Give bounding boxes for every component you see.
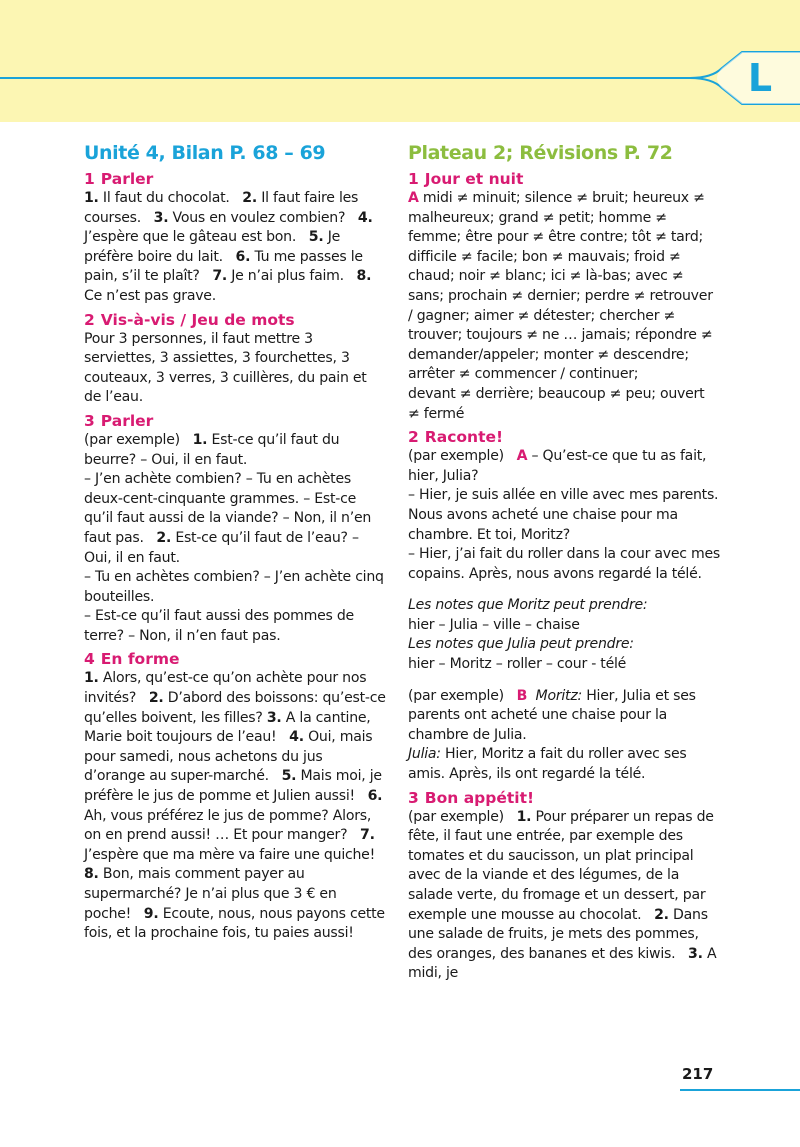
section-number: 2 xyxy=(84,310,95,329)
section-title: Vis-à-vis / Jeu de mots xyxy=(100,310,295,329)
section-title: En forme xyxy=(100,650,180,669)
section-text: (par exemple) 1. Est-ce qu’il faut du beurre? – Oui, il en faut. – J’en achète combien? – Tu en achètes deux-cent-cinquante grammes. – Est-ce qu’il faut aussi de la viande? – Non, il n’en faut pas. 2. Est-ce qu’il faut de l’eau? – Oui, il en faut. – Tu en achètes combien? – J’en achète cinq bouteilles. – Est-ce qu’il faut aussi des pommes de terre? – Non, il n’en faut pas. xyxy=(84,431,384,644)
section-text: (par exemple) B Moritz: Hier, Julia et ses parents ont acheté une chaise pour la chambre de Julia. Julia: Hier, Moritz a fait du roller avec ses amis. Après, ils ont regardé la télé. xyxy=(408,687,696,783)
unit-title-text: Plateau 2; Révisions xyxy=(408,142,618,164)
section-text: (par exemple) 1. Pour préparer un repas de fête, il faut une entrée, par exemple des tomates et du saucisson, un plat principal avec de la viande et des légumes, de la salade verte, du fromage et un dessert, par exemple une mousse au chocolat. 2. Dans une salade de fruits, je mets des pommes, des oranges, des bananes et des kiwis. 3. A midi, je xyxy=(408,808,717,982)
section-heading xyxy=(408,428,720,446)
unit-pages: P. 72 xyxy=(623,142,673,164)
chapter-letter: L xyxy=(747,56,773,100)
section-heading xyxy=(84,170,386,188)
section-heading xyxy=(84,412,386,430)
section-heading xyxy=(408,789,720,807)
left-column xyxy=(84,142,386,946)
section-title: Jour et nuit xyxy=(424,170,524,188)
right-column xyxy=(408,142,720,986)
section-number: 2 xyxy=(408,428,419,447)
section-title: Parler xyxy=(100,411,154,430)
section-number: 3 xyxy=(84,411,95,430)
section-title: Bon appétit! xyxy=(424,788,535,807)
page-number-rule xyxy=(680,1089,800,1091)
section-text: (par exemple) A – Qu’est-ce que tu as fait, hier, Julia? – Hier, je suis allée en ville avec mes parents. Nous avons acheté une chaise pour ma chambre. Et toi, Moritz? – Hier, j’ai fait du roller dans la cour avec mes copains. Après, nous avons regardé la télé. xyxy=(408,448,720,582)
section-text: A midi ≠ minuit; silence ≠ bruit; heureux ≠ malheureux; grand ≠ petit; homme ≠ femme; être pour ≠ être contre; tôt ≠ tard; difficile ≠ facile; bon ≠ mauvais; froid ≠ chaud; noir ≠ blanc; ici ≠ là-bas; avec ≠ sans; prochain ≠ dernier; perdre ≠ retrouver / gagner; aimer ≠ détester; chercher ≠ trouver; toujours ≠ ne … jamais; répondre ≠ demander/appeler; monter ≠ descendre; arrêter ≠ commencer / continuer; devant ≠ derrière; beaucoup ≠ peu; ouvert ≠ fermé xyxy=(408,190,713,422)
header-band xyxy=(0,0,800,122)
section-text: 1. Il faut du chocolat. 2. Il faut faire les courses. 3. Vous en voulez combien? 4. J’espère que le gâteau est bon. 5. Je préfère boire du lait. 6. Tu me passes le pain, s’il te plaît? 7. Je n’ai plus faim. 8. Ce n’est pas grave. xyxy=(84,190,373,304)
unit-title xyxy=(84,142,386,164)
section-text: Pour 3 personnes, il faut mettre 3 serviettes, 3 assiettes, 3 fourchettes, 3 couteaux, 3 verres, 3 cuillères, du pain et de l’eau. xyxy=(84,330,367,406)
section-title: Raconte! xyxy=(424,428,504,447)
page-number: 217 xyxy=(682,1065,714,1083)
unit-pages: P. 68 – 69 xyxy=(229,142,326,164)
section-heading xyxy=(84,650,386,668)
section-number: 1 xyxy=(84,170,95,188)
header-tab-line xyxy=(0,0,800,122)
section-number: 3 xyxy=(408,788,419,807)
unit-title xyxy=(408,142,720,164)
notes-text: Les notes que Moritz peut prendre: hier – Julia – ville – chaise Les notes que Julia peut prendre: hier – Moritz – roller – cour - télé xyxy=(408,597,648,673)
section-text: 1. Alors, qu’est-ce qu’on achète pour nos invités? 2. D’abord des boissons: qu’est-ce qu’elles boivent, les filles? 3. A la cantine, Marie boit toujours de l’eau! 4. Oui, mais pour samedi, nous achetons du jus d’orange au super-marché. 5. Mais moi, je préfère le jus de pomme et Julien aussi! 6. Ah, vous préférez le jus de pomme? Alors, on en prend aussi! … Et pour manger? 7. J’espère que ma mère va faire une quiche! 8. Bon, mais comment payer au supermarché? Je n’ai plus que 3 € en poche! 9. Ecoute, nous, nous payons cette fois, et la prochaine fois, tu paies aussi! xyxy=(84,670,386,942)
section-heading xyxy=(84,311,386,329)
section-number: 4 xyxy=(84,650,95,669)
unit-title-text: Unité 4, Bilan xyxy=(84,142,224,164)
section-title: Parler xyxy=(100,170,154,188)
section-number: 1 xyxy=(408,170,419,188)
section-heading xyxy=(408,170,720,188)
